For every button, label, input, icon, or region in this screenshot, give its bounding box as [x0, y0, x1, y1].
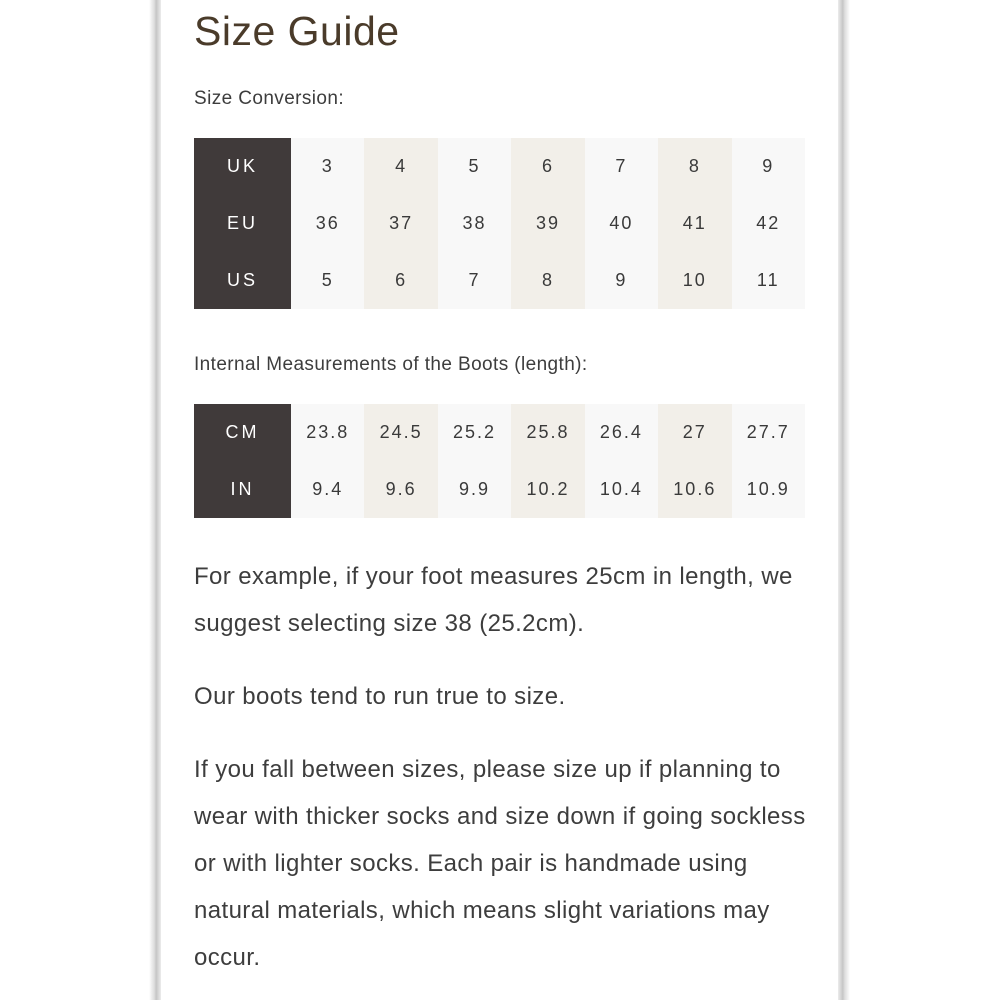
- table-cell: 11: [732, 252, 805, 309]
- table-cell: 7: [438, 252, 511, 309]
- row-header-eu: EU: [194, 195, 291, 252]
- table-cell: 5: [291, 252, 364, 309]
- table-cell: 6: [364, 252, 437, 309]
- row-header-cm: CM: [194, 404, 291, 461]
- table-cell: 3: [291, 138, 364, 195]
- table-row: [194, 252, 805, 309]
- table-cell: 42: [732, 195, 805, 252]
- internal-measurements-table: [194, 404, 805, 518]
- between-sizes-paragraph: If you fall between sizes, please size up if planning to wear with thicker socks and size down if going sockless or with lighter socks. Each pair is handmade using natural materials, which means slight variations may occur.: [194, 756, 806, 971]
- table-cell: 26.4: [585, 404, 658, 461]
- table-cell: 8: [658, 138, 731, 195]
- table-row: [194, 138, 805, 195]
- table-cell: 10.6: [658, 461, 731, 518]
- page-title: Size Guide: [194, 8, 400, 54]
- size-conversion-table: [194, 138, 805, 309]
- table-cell: 7: [585, 138, 658, 195]
- fit-example-paragraph: For example, if your foot measures 25cm in length, we suggest selecting size 38 (25.2cm).: [194, 563, 793, 637]
- table-cell: 4: [364, 138, 437, 195]
- table-cell: 38: [438, 195, 511, 252]
- table-cell: 10: [658, 252, 731, 309]
- size-conversion-label: Size Conversion:: [194, 88, 345, 109]
- table-cell: 25.8: [511, 404, 584, 461]
- table-cell: 39: [511, 195, 584, 252]
- table-cell: 9: [732, 138, 805, 195]
- size-guide-panel: [161, 0, 838, 1000]
- table-row: [194, 461, 805, 518]
- table-cell: 5: [438, 138, 511, 195]
- table-row: [194, 195, 805, 252]
- row-header-uk: UK: [194, 138, 291, 195]
- table-cell: 10.2: [511, 461, 584, 518]
- table-cell: 9.9: [438, 461, 511, 518]
- table-cell: 6: [511, 138, 584, 195]
- table-cell: 9.6: [364, 461, 437, 518]
- table-cell: 41: [658, 195, 731, 252]
- table-cell: 25.2: [438, 404, 511, 461]
- panel-shadow-right: [838, 0, 850, 1000]
- table-cell: 36: [291, 195, 364, 252]
- table-cell: 40: [585, 195, 658, 252]
- table-cell: 24.5: [364, 404, 437, 461]
- row-header-us: US: [194, 252, 291, 309]
- table-cell: 9: [585, 252, 658, 309]
- table-cell: 10.4: [585, 461, 658, 518]
- table-cell: 8: [511, 252, 584, 309]
- table-cell: 9.4: [291, 461, 364, 518]
- panel-shadow-left: [149, 0, 161, 1000]
- table-cell: 27: [658, 404, 731, 461]
- internal-measurements-label: Internal Measurements of the Boots (length):: [194, 354, 588, 375]
- row-header-in: IN: [194, 461, 291, 518]
- table-row: [194, 404, 805, 461]
- table-cell: 27.7: [732, 404, 805, 461]
- table-cell: 10.9: [732, 461, 805, 518]
- table-cell: 37: [364, 195, 437, 252]
- true-to-size-paragraph: Our boots tend to run true to size.: [194, 683, 566, 710]
- table-cell: 23.8: [291, 404, 364, 461]
